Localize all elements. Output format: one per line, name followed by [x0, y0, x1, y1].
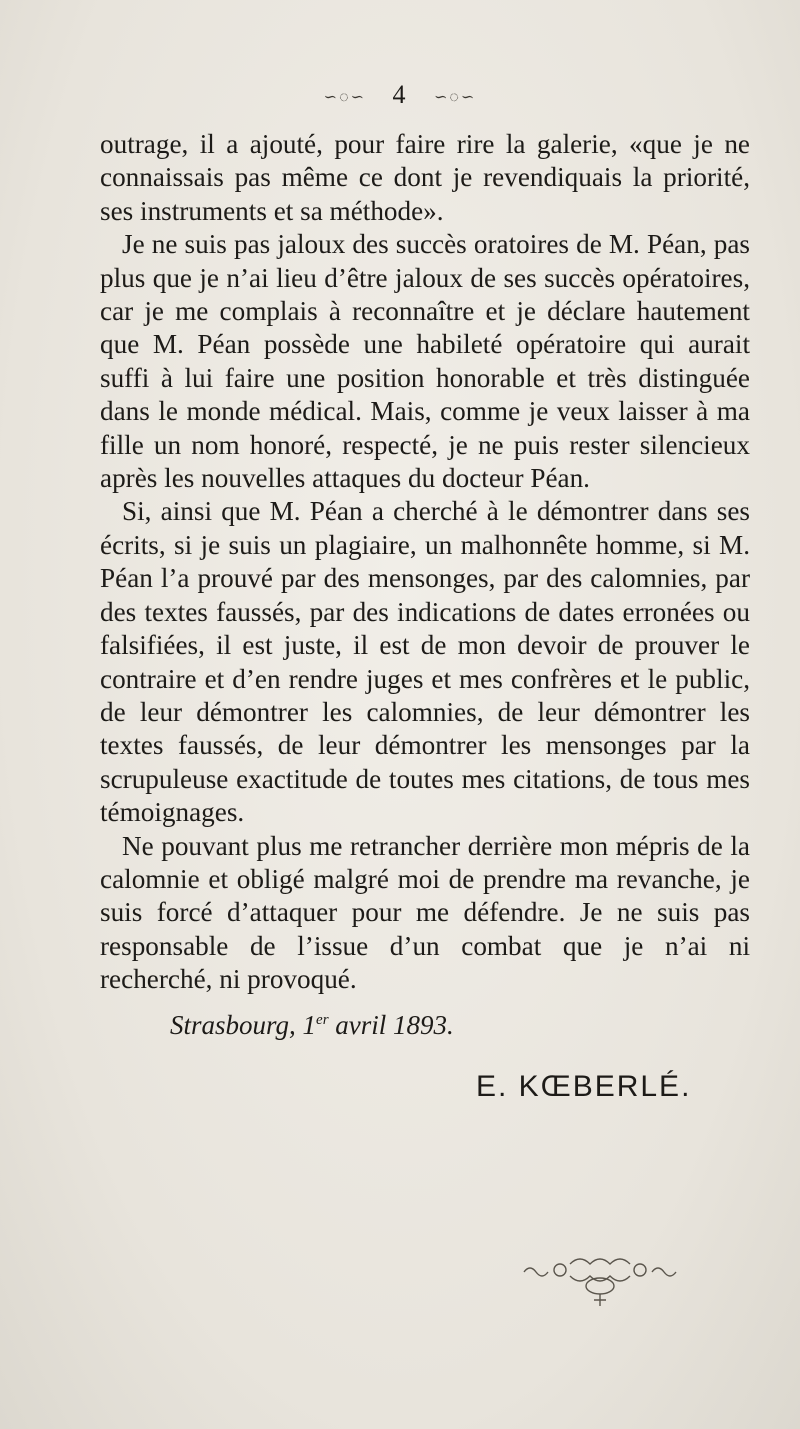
paragraph-2: Je ne suis pas jaloux des succès oratoires de M. Péan, pas plus que je n’ai lieu d’être jaloux de ses succès opératoires, car je me complais à reconnaître et je déclare hautement que M. Péan possède une habileté opératoire qui aurait suffi à lui faire une position honorable et très distinguée dans le monde médical. Mais, comme je veux laisser à ma fille un nom honoré, respecté, je ne puis rester silencieux après les nouvelles attaques du docteur Péan.: [100, 229, 750, 494]
paragraph-3: Si, ainsi que M. Péan a cherché à le démontrer dans ses écrits, si je suis un plagiaire, un malhonnête homme, si M. Péan l’a prouvé par des mensonges, par des calomnies, par des textes faussés, par des indications de dates erronées ou falsifiées, il est juste, il est de mon devoir de prouver le contraire et d’en rendre juges et mes confrères et le public, de leur démontrer les calomnies, de leur démontrer les textes faussés, de leur démontrer les mensonges par la scrupuleuse exactitude de toutes mes citations, de tous mes témoignages.: [100, 496, 750, 828]
body-text: [100, 128, 750, 997]
paragraph-4: Ne pouvant plus me retrancher derrière mon mépris de la calomnie et obligé malgré moi de prendre ma revanche, je suis forcé d’attaquer pour me défendre. Je ne suis pas responsable de l’issue d’un combat que je n’ai ni recherché, ni provoqué.: [100, 830, 750, 995]
paragraph-1: outrage, il a ajouté, pour faire rire la galerie, «que je ne connaissais pas même ce dont je revendiquais la priorité, ses instruments et sa méthode».: [100, 129, 750, 226]
date-rest: avril 1893.: [335, 1010, 454, 1040]
date-day-suffix: er: [316, 1012, 329, 1028]
page-header: [0, 80, 800, 110]
ornament-left-icon: ∽◌∽: [323, 89, 366, 107]
ornament-right-icon: ∽◌∽: [434, 89, 477, 107]
place-and-date: [170, 1010, 454, 1041]
date-day: 1: [302, 1010, 317, 1040]
place: Strasbourg,: [170, 1010, 296, 1040]
page-number: 4: [392, 80, 408, 109]
fleuron-ornament-icon: [520, 1250, 680, 1310]
author-signature: E. KŒBERLÉ.: [476, 1070, 692, 1103]
